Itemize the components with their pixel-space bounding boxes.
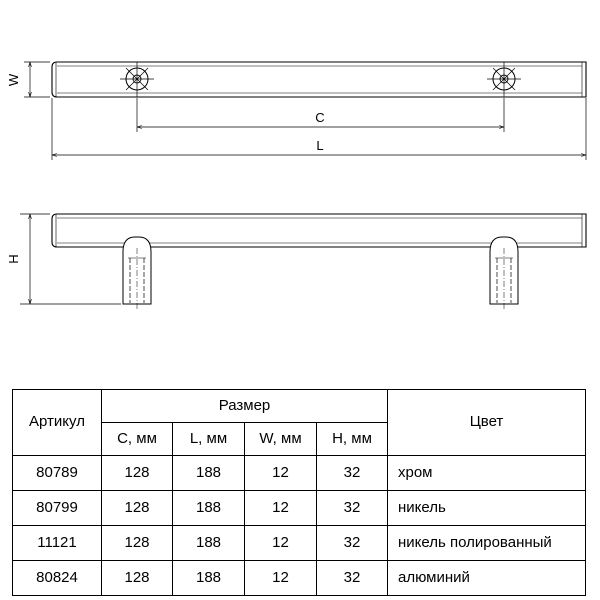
cell-article: 80789 xyxy=(13,456,102,491)
cell-w: 12 xyxy=(245,561,317,596)
table-row xyxy=(13,456,586,491)
cell-h: 32 xyxy=(317,491,388,526)
subheader-c: C, мм xyxy=(102,423,173,456)
cell-c: 128 xyxy=(102,561,173,596)
subheader-w: W, мм xyxy=(245,423,317,456)
table-row xyxy=(13,491,586,526)
cell-c: 128 xyxy=(102,456,173,491)
dimension-c-label: C xyxy=(315,110,325,125)
cell-c: 128 xyxy=(102,526,173,561)
dimension-h xyxy=(20,214,121,304)
cell-color: хром xyxy=(388,456,586,491)
dimension-w xyxy=(24,62,50,97)
cell-w: 12 xyxy=(245,456,317,491)
header-color: Цвет xyxy=(388,390,586,456)
cell-article: 11121 xyxy=(13,526,102,561)
dimension-h-label: H xyxy=(6,254,21,264)
side-view xyxy=(20,214,586,310)
header-article: Артикул xyxy=(13,390,102,456)
cell-l: 188 xyxy=(173,456,245,491)
cell-l: 188 xyxy=(173,561,245,596)
cell-article: 80799 xyxy=(13,491,102,526)
mounting-hole-right xyxy=(487,62,521,97)
top-view xyxy=(24,62,586,160)
leg-right xyxy=(490,237,518,310)
dimension-w-label: W xyxy=(6,73,21,87)
cell-article: 80824 xyxy=(13,561,102,596)
table-row xyxy=(13,561,586,596)
cell-h: 32 xyxy=(317,526,388,561)
mounting-hole-left xyxy=(120,62,154,97)
cell-color: алюминий xyxy=(388,561,586,596)
subheader-l: L, мм xyxy=(173,423,245,456)
cell-color: никель полированный xyxy=(388,526,586,561)
subheader-h: H, мм xyxy=(317,423,388,456)
table-row xyxy=(13,526,586,561)
cell-w: 12 xyxy=(245,491,317,526)
spec-table xyxy=(12,389,586,596)
cell-w: 12 xyxy=(245,526,317,561)
leg-left xyxy=(123,237,151,310)
header-row xyxy=(13,390,586,423)
cell-c: 128 xyxy=(102,491,173,526)
cell-color: никель xyxy=(388,491,586,526)
dimension-l-label: L xyxy=(316,138,324,153)
cell-l: 188 xyxy=(173,491,245,526)
header-size: Размер xyxy=(102,390,388,423)
top-view-bar xyxy=(52,62,586,97)
cell-l: 188 xyxy=(173,526,245,561)
cell-h: 32 xyxy=(317,561,388,596)
cell-h: 32 xyxy=(317,456,388,491)
